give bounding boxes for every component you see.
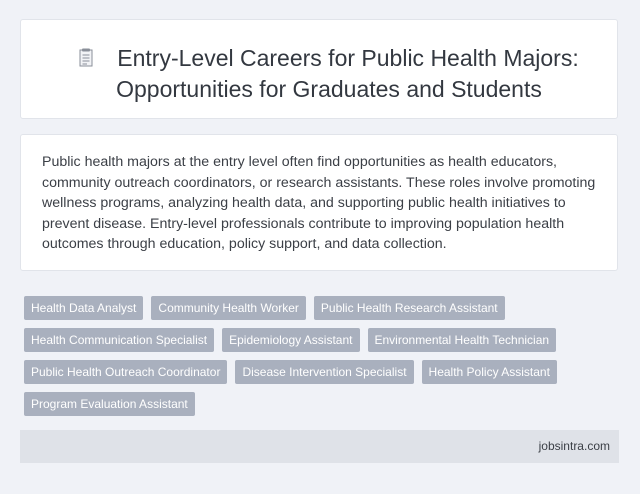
tag-list <box>24 296 584 424</box>
tag-item[interactable]: Community Health Worker <box>151 296 305 320</box>
tag-item[interactable]: Health Communication Specialist <box>24 328 214 352</box>
page-title-text: Entry-Level Careers for Public Health Majors: Opportunities for Graduates and Students <box>116 45 579 102</box>
tag-item[interactable]: Epidemiology Assistant <box>222 328 359 352</box>
tag-item[interactable]: Public Health Research Assistant <box>314 296 505 320</box>
tag-item[interactable]: Public Health Outreach Coordinator <box>24 360 227 384</box>
footer-site-link[interactable]: jobsintra.com <box>538 439 610 453</box>
description-text: Public health majors at the entry level often find opportunities as health educators, community outreach coordinators, or research assistants. These roles involve promoting wellness programs, analyzing health data, and supporting public health initiatives to prevent disease. Entry-level professionals contribute to improving population health outcomes through education, policy support, and data collection. <box>42 154 596 253</box>
page-title <box>61 43 597 105</box>
tag-item[interactable]: Disease Intervention Specialist <box>235 360 413 384</box>
tag-item[interactable]: Health Policy Assistant <box>422 360 557 384</box>
tag-item[interactable]: Program Evaluation Assistant <box>24 392 195 416</box>
footer-bar <box>20 430 619 463</box>
document-icon <box>79 45 93 65</box>
description-card <box>20 134 618 271</box>
tag-item[interactable]: Environmental Health Technician <box>368 328 557 352</box>
tag-item[interactable]: Health Data Analyst <box>24 296 143 320</box>
title-card <box>20 19 618 119</box>
